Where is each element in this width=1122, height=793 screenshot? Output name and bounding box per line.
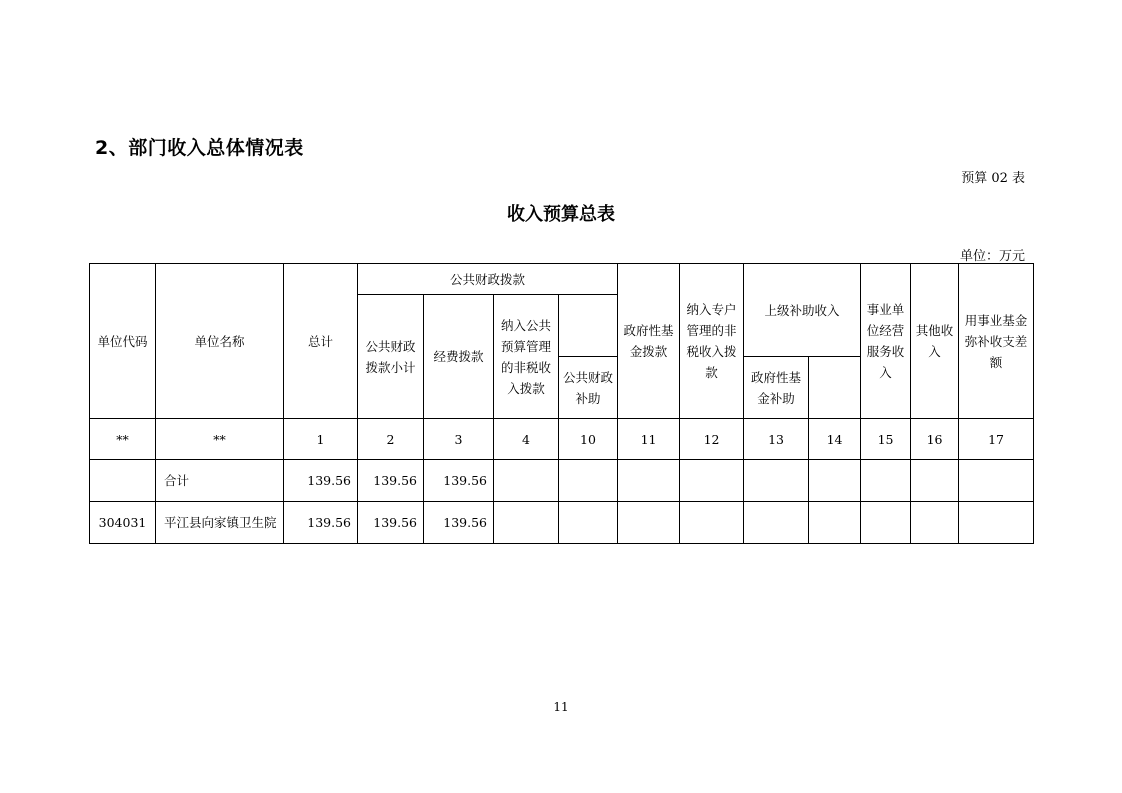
form-number: 预算 02 表 bbox=[961, 171, 1025, 186]
value-cell bbox=[618, 460, 680, 502]
index-cell: 1 bbox=[284, 419, 358, 460]
value-cell: 139.56 bbox=[424, 460, 494, 502]
value-cell bbox=[911, 502, 959, 544]
header-non-tax-in-budget: 纳入公共预算管理的非税收入拨款 bbox=[494, 295, 559, 419]
value-cell bbox=[559, 460, 618, 502]
value-cell bbox=[680, 460, 744, 502]
header-superior-subsidy: 上级补助收入 bbox=[744, 264, 861, 357]
table-row bbox=[90, 502, 1034, 544]
income-budget-table bbox=[89, 263, 1034, 544]
unit-label: 单位：万元 bbox=[959, 249, 1025, 264]
value-cell bbox=[959, 460, 1034, 502]
index-cell: 2 bbox=[358, 419, 424, 460]
section-title: 2、部门收入总体情况表 bbox=[95, 137, 304, 159]
header-business-income: 事业单位经营服务收入 bbox=[861, 264, 911, 419]
table-row-total bbox=[90, 460, 1034, 502]
header-gov-fund: 政府性基金拨款 bbox=[618, 264, 680, 419]
header-total: 总计 bbox=[284, 264, 358, 419]
index-cell: 13 bbox=[744, 419, 809, 460]
table-title: 收入预算总表 bbox=[507, 204, 615, 225]
index-cell: 17 bbox=[959, 419, 1034, 460]
page-number: 11 bbox=[553, 700, 569, 714]
header-gov-fund-subsidy: 政府性基金补助 bbox=[744, 357, 809, 419]
index-cell: 14 bbox=[809, 419, 861, 460]
header-unit-name: 单位名称 bbox=[156, 264, 284, 419]
value-cell bbox=[744, 502, 809, 544]
header-public-finance-subtotal: 公共财政拨款小计 bbox=[358, 295, 424, 419]
header-reserve-fund: 用事业基金弥补收支差额 bbox=[959, 264, 1034, 419]
value-cell bbox=[959, 502, 1034, 544]
value-cell bbox=[744, 460, 809, 502]
value-cell bbox=[494, 460, 559, 502]
index-cell: 4 bbox=[494, 419, 559, 460]
index-row bbox=[90, 419, 1034, 460]
value-cell: 139.56 bbox=[358, 502, 424, 544]
header-public-finance-subsidy: 公共财政补助 bbox=[559, 357, 618, 419]
index-cell: ** bbox=[156, 419, 284, 460]
index-cell: ** bbox=[90, 419, 156, 460]
unit-name-cell: 平江县向家镇卫生院 bbox=[156, 502, 284, 544]
value-cell bbox=[861, 502, 911, 544]
value-cell bbox=[618, 502, 680, 544]
value-cell bbox=[494, 502, 559, 544]
value-cell: 139.56 bbox=[284, 460, 358, 502]
value-cell: 139.56 bbox=[424, 502, 494, 544]
value-cell bbox=[680, 502, 744, 544]
value-cell bbox=[861, 460, 911, 502]
header-funding-allocation: 经费拨款 bbox=[424, 295, 494, 419]
index-cell: 3 bbox=[424, 419, 494, 460]
value-cell: 139.56 bbox=[358, 460, 424, 502]
value-cell: 139.56 bbox=[284, 502, 358, 544]
header-public-finance: 公共财政拨款 bbox=[358, 264, 618, 295]
value-cell bbox=[809, 502, 861, 544]
header-non-tax-special: 纳入专户管理的非税收入拨款 bbox=[680, 264, 744, 419]
index-cell: 15 bbox=[861, 419, 911, 460]
unit-code-cell: 304031 bbox=[90, 502, 156, 544]
index-cell: 10 bbox=[559, 419, 618, 460]
unit-name-cell: 合计 bbox=[156, 460, 284, 502]
value-cell bbox=[911, 460, 959, 502]
value-cell bbox=[559, 502, 618, 544]
index-cell: 12 bbox=[680, 419, 744, 460]
header-other-income: 其他收入 bbox=[911, 264, 959, 419]
header-unit-code: 单位代码 bbox=[90, 264, 156, 419]
index-cell: 16 bbox=[911, 419, 959, 460]
index-cell: 11 bbox=[618, 419, 680, 460]
unit-code-cell bbox=[90, 460, 156, 502]
value-cell bbox=[809, 460, 861, 502]
